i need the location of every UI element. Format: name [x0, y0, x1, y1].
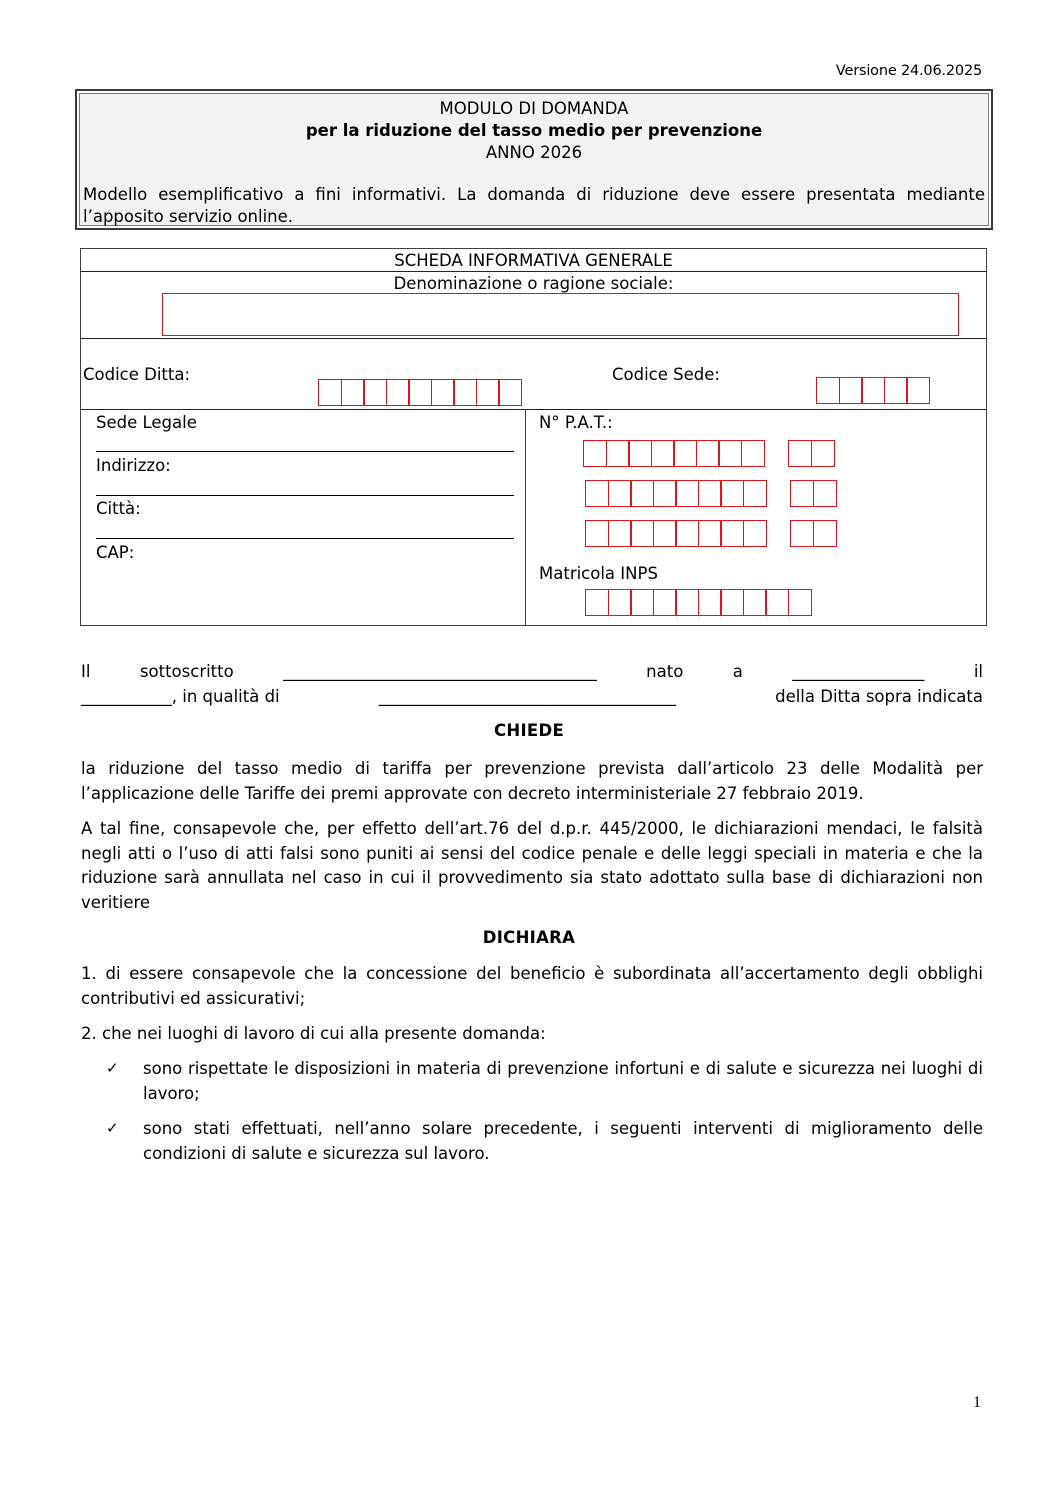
- text-il-2: il: [973, 662, 983, 681]
- scheda-title: SCHEDA INFORMATIVA GENERALE: [394, 251, 673, 270]
- form-year: ANNO 2026: [485, 143, 583, 162]
- text-a: a: [732, 662, 743, 681]
- checkmark-icon: ✓: [106, 1119, 119, 1137]
- sede-legale-line[interactable]: [96, 451, 514, 452]
- chiede-heading: CHIEDE: [493, 721, 565, 740]
- pat-row-1-suffix[interactable]: [788, 440, 835, 467]
- form-header-inner: [79, 93, 989, 226]
- text-sottoscritto: sottoscritto: [139, 662, 234, 681]
- matricola-inps-label: Matricola INPS: [539, 564, 658, 583]
- codice-ditta-field[interactable]: [318, 379, 522, 406]
- text-nato: nato: [646, 662, 684, 681]
- item-text: di essere consapevole che la concessione del beneficio è subordinata all’accertamento degli obblighi contributivi ed assicurativi;: [81, 964, 983, 1008]
- form-subtitle: per la riduzione del tasso medio per prevenzione: [305, 121, 763, 140]
- chiede-paragraph-1: la riduzione del tasso medio di tariffa per prevenzione prevista dall’articolo 23 delle Modalità per l’applicazione delle Tariffe dei premi approvate con decreto interministeriale 27 febbraio 2019.: [81, 759, 983, 803]
- denominazione-field[interactable]: [162, 293, 959, 336]
- pat-label: N° P.A.T.:: [539, 413, 613, 432]
- dichiara-item-2: [81, 1022, 983, 1047]
- text-della-ditta: della Ditta sopra indicata: [775, 687, 983, 706]
- version-label: Versione 24.06.2025: [835, 63, 982, 79]
- form-note: Modello esemplificativo a fini informativi. La domanda di riduzione deve essere presentata mediante l’apposito servizio online.: [83, 185, 985, 226]
- dichiara-check-2: sono stati effettuati, nell’anno solare precedente, i seguenti interventi di miglioramento delle condizioni di salute e sicurezza sul lavoro.: [143, 1119, 983, 1163]
- luogo-nascita-blank[interactable]: ________________: [792, 662, 925, 681]
- item-number: 1.: [81, 964, 97, 983]
- sottoscritto-line-2: [81, 686, 983, 708]
- pat-row-3-main[interactable]: [585, 520, 767, 547]
- matricola-inps-field[interactable]: [585, 589, 812, 616]
- codice-sede-field[interactable]: [816, 377, 930, 404]
- divider: [81, 338, 986, 339]
- dichiara-heading: DICHIARA: [482, 928, 576, 947]
- page-number: 1: [973, 1394, 981, 1411]
- pat-row-2-main[interactable]: [585, 480, 767, 507]
- divider: [81, 409, 986, 410]
- qualifica-blank[interactable]: ____________________________________: [378, 687, 676, 706]
- data-nascita-blank[interactable]: ___________: [81, 687, 172, 706]
- pat-row-2-suffix[interactable]: [790, 480, 837, 507]
- dichiara-check-1: sono rispettate le disposizioni in materia di prevenzione infortuni e di salute e sicurezza nei luoghi di lavoro;: [143, 1059, 983, 1103]
- divider: [81, 271, 986, 272]
- chiede-paragraph-2: A tal fine, consapevole che, per effetto dell’art.76 del d.p.r. 445/2000, le dichiarazioni mendaci, le falsità negli atti o l’uso di atti falsi sono puniti ai sensi del codice penale e delle leggi speciali in materia e che la riduzione sarà annullata nel caso in cui il provvedimento sia stato adottato sulla base di dichiarazioni non veritiere: [81, 819, 983, 912]
- citta-line[interactable]: [96, 538, 514, 539]
- codice-sede-label: Codice Sede:: [612, 365, 720, 384]
- sottoscritto-line-1: [81, 661, 983, 683]
- indirizzo-label: Indirizzo:: [96, 456, 171, 475]
- text-il: Il: [81, 662, 91, 681]
- denominazione-label: Denominazione o ragione sociale:: [393, 274, 674, 293]
- pat-row-1-main[interactable]: [583, 440, 765, 467]
- item-number: 2.: [81, 1024, 97, 1043]
- indirizzo-line[interactable]: [96, 495, 514, 496]
- form-header-box: [75, 89, 993, 230]
- codice-ditta-label: Codice Ditta:: [83, 365, 191, 384]
- cap-label: CAP:: [96, 543, 135, 562]
- checkmark-icon: ✓: [106, 1059, 119, 1077]
- text-in-qualita-di: , in qualità di: [171, 687, 280, 706]
- nome-blank[interactable]: ______________________________________: [283, 662, 597, 681]
- citta-label: Città:: [96, 499, 141, 518]
- item-text: che nei luoghi di lavoro di cui alla presente domanda:: [102, 1024, 546, 1043]
- scheda-informativa-table: [80, 248, 987, 626]
- column-divider: [525, 409, 526, 625]
- sede-legale-label: Sede Legale: [96, 413, 197, 432]
- dichiara-item-1: [81, 962, 983, 1011]
- form-title: MODULO DI DOMANDA: [439, 99, 629, 118]
- pat-row-3-suffix[interactable]: [790, 520, 837, 547]
